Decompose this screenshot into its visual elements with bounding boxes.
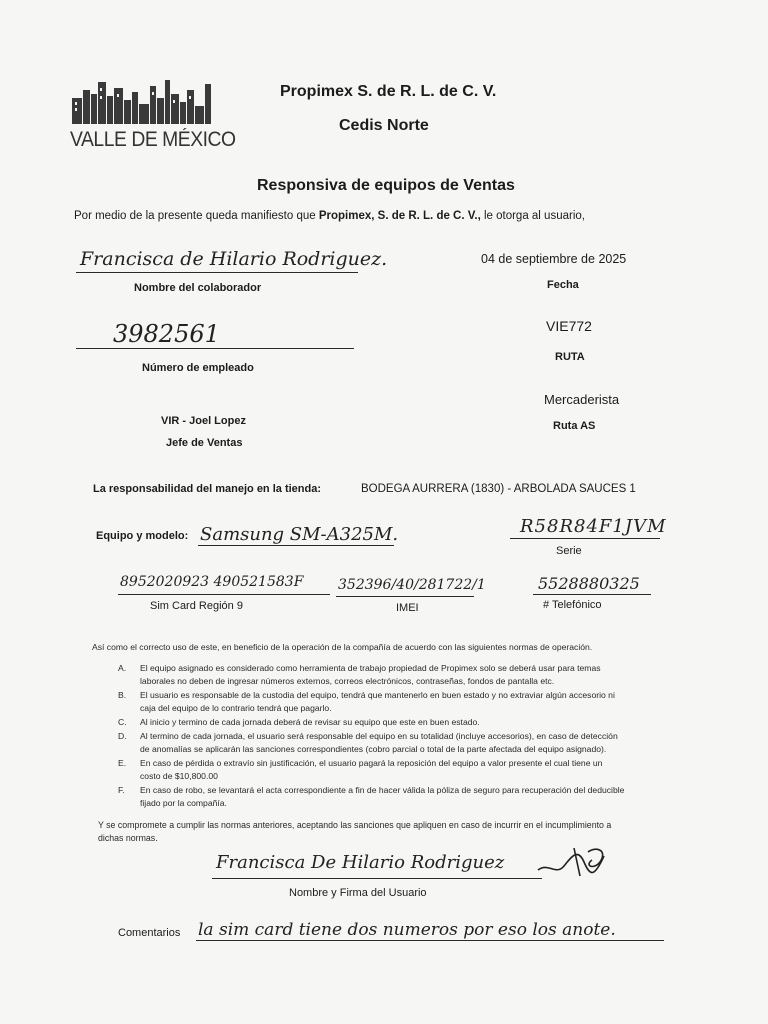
rule-line: costo de $10,800.00 bbox=[140, 771, 218, 781]
employee-underline bbox=[76, 348, 354, 349]
rule-line: caja del equipo de lo contrario tendrá que pagarlo. bbox=[140, 703, 332, 713]
sim-card-underline bbox=[118, 594, 330, 595]
rule-letter: C. bbox=[118, 717, 127, 727]
document-title: Responsiva de equipos de Ventas bbox=[257, 177, 515, 194]
intro-suffix: le otorga al usuario, bbox=[480, 210, 585, 222]
rule-letter: A. bbox=[118, 663, 127, 673]
rule-line: fijado por la compañía. bbox=[140, 798, 227, 808]
rule-line: Al termino de cada jornada, el usuario será responsable del equipo en su totalidad (incluye accesorios), en caso de detección bbox=[140, 731, 618, 741]
intro-text bbox=[74, 210, 585, 222]
sim-card-value: 8952020923 490521583F bbox=[120, 574, 304, 590]
rules-intro: Así como el correcto uso de este, en beneficio de la operación de la compañía de acuerdo con las siguientes normas de operación. bbox=[92, 642, 593, 652]
phone-underline bbox=[533, 594, 651, 595]
site-name: Cedis Norte bbox=[339, 117, 429, 134]
equipment-underline bbox=[198, 545, 394, 546]
store-label: La responsabilidad del manejo en la tienda: bbox=[93, 483, 321, 495]
imei-underline bbox=[336, 596, 474, 597]
rule-letter: B. bbox=[118, 690, 127, 700]
route-label: RUTA bbox=[555, 351, 585, 363]
commitment-line-2: dichas normas. bbox=[98, 833, 158, 843]
phone-value: 5528880325 bbox=[538, 574, 640, 593]
sales-chief-value: VIR - Joel Lopez bbox=[161, 415, 246, 427]
imei-value: 352396/40/281722/1 bbox=[338, 577, 486, 593]
sales-chief-label: Jefe de Ventas bbox=[166, 437, 243, 449]
employee-label: Número de empleado bbox=[142, 362, 254, 374]
signature-label: Nombre y Firma del Usuario bbox=[289, 887, 427, 899]
rule-line: El usuario es responsable de la custodia del equipo, tendrá que mantenerlo en buen estado y no extraviar algún accesorio ni bbox=[140, 690, 615, 700]
imei-label: IMEI bbox=[396, 602, 419, 614]
serial-label: Serie bbox=[556, 545, 582, 557]
comments-label: Comentarios bbox=[118, 927, 181, 939]
commitment-line-1: Y se compromete a cumplir las normas anteriores, aceptando las sanciones que apliquen en caso de incurrir en el incumplimiento a bbox=[98, 820, 612, 830]
equipment-label: Equipo y modelo: bbox=[96, 530, 189, 542]
signature-underline bbox=[212, 878, 542, 879]
date-value: 04 de septiembre de 2025 bbox=[481, 252, 627, 266]
position-label: Ruta AS bbox=[553, 420, 596, 432]
rule-line: El equipo asignado es considerado como herramienta de trabajo propiedad de Propimex solo se deberá usar para temas bbox=[140, 663, 601, 673]
equipment-model-value: Samsung SM-A325M. bbox=[200, 524, 399, 545]
serial-value: R58R84F1JVM bbox=[520, 516, 667, 537]
signature-name-value: Francisca De Hilario Rodriguez bbox=[216, 852, 505, 873]
rule-letter: F. bbox=[118, 785, 125, 795]
comments-value: la sim card tiene dos numeros por eso los anote. bbox=[198, 920, 616, 940]
logo-text: VALLE DE MÉXICO bbox=[70, 128, 236, 151]
rule-line: Al inicio y termino de cada jornada deberá de revisar su equipo que este en buen estado. bbox=[140, 717, 480, 727]
signature-scribble-icon bbox=[534, 842, 614, 882]
route-value: VIE772 bbox=[546, 318, 592, 334]
rule-letter: D. bbox=[118, 731, 127, 741]
collaborator-label: Nombre del colaborador bbox=[134, 282, 262, 294]
collaborator-name-value: Francisca de Hilario Rodriguez. bbox=[80, 248, 388, 270]
rule-line: En caso de pérdida o extravío sin justificación, el usuario pagará la reposición del equipo a valor presente el cual tiene un bbox=[140, 758, 603, 768]
employee-number-value: 3982561 bbox=[113, 320, 220, 348]
comments-underline bbox=[196, 940, 664, 941]
company-logo bbox=[70, 78, 236, 158]
serial-underline bbox=[510, 538, 660, 539]
store-value: BODEGA AURRERA (1830) - ARBOLADA SAUCES 1 bbox=[361, 483, 636, 495]
intro-company: Propimex, S. de R. L. de C. V., bbox=[318, 210, 481, 222]
intro-prefix: Por medio de la presente queda manifiesto que bbox=[74, 210, 319, 222]
rule-line: laborales no deben de ingresar números externos, correos electrónicos, contraseñas, fondos de pantalla etc. bbox=[140, 676, 555, 686]
collaborator-underline bbox=[76, 272, 358, 273]
rule-letter: E. bbox=[118, 758, 127, 768]
sim-card-label: Sim Card Región 9 bbox=[150, 600, 243, 612]
rule-line: de anomalías se aplicarán las sanciones correspondientes (cobro parcial o total de la parte afectada del equipo asignado). bbox=[140, 744, 607, 754]
company-name: Propimex S. de R. L. de C. V. bbox=[280, 83, 497, 100]
position-value: Mercaderista bbox=[544, 392, 620, 407]
rule-line: En caso de robo, se levantará el acta correspondiente a fin de hacer válida la póliza de seguro para recuperación del deducible bbox=[140, 785, 625, 795]
date-label: Fecha bbox=[547, 279, 579, 291]
city-skyline-icon bbox=[70, 78, 220, 124]
phone-label: # Telefónico bbox=[543, 599, 602, 611]
